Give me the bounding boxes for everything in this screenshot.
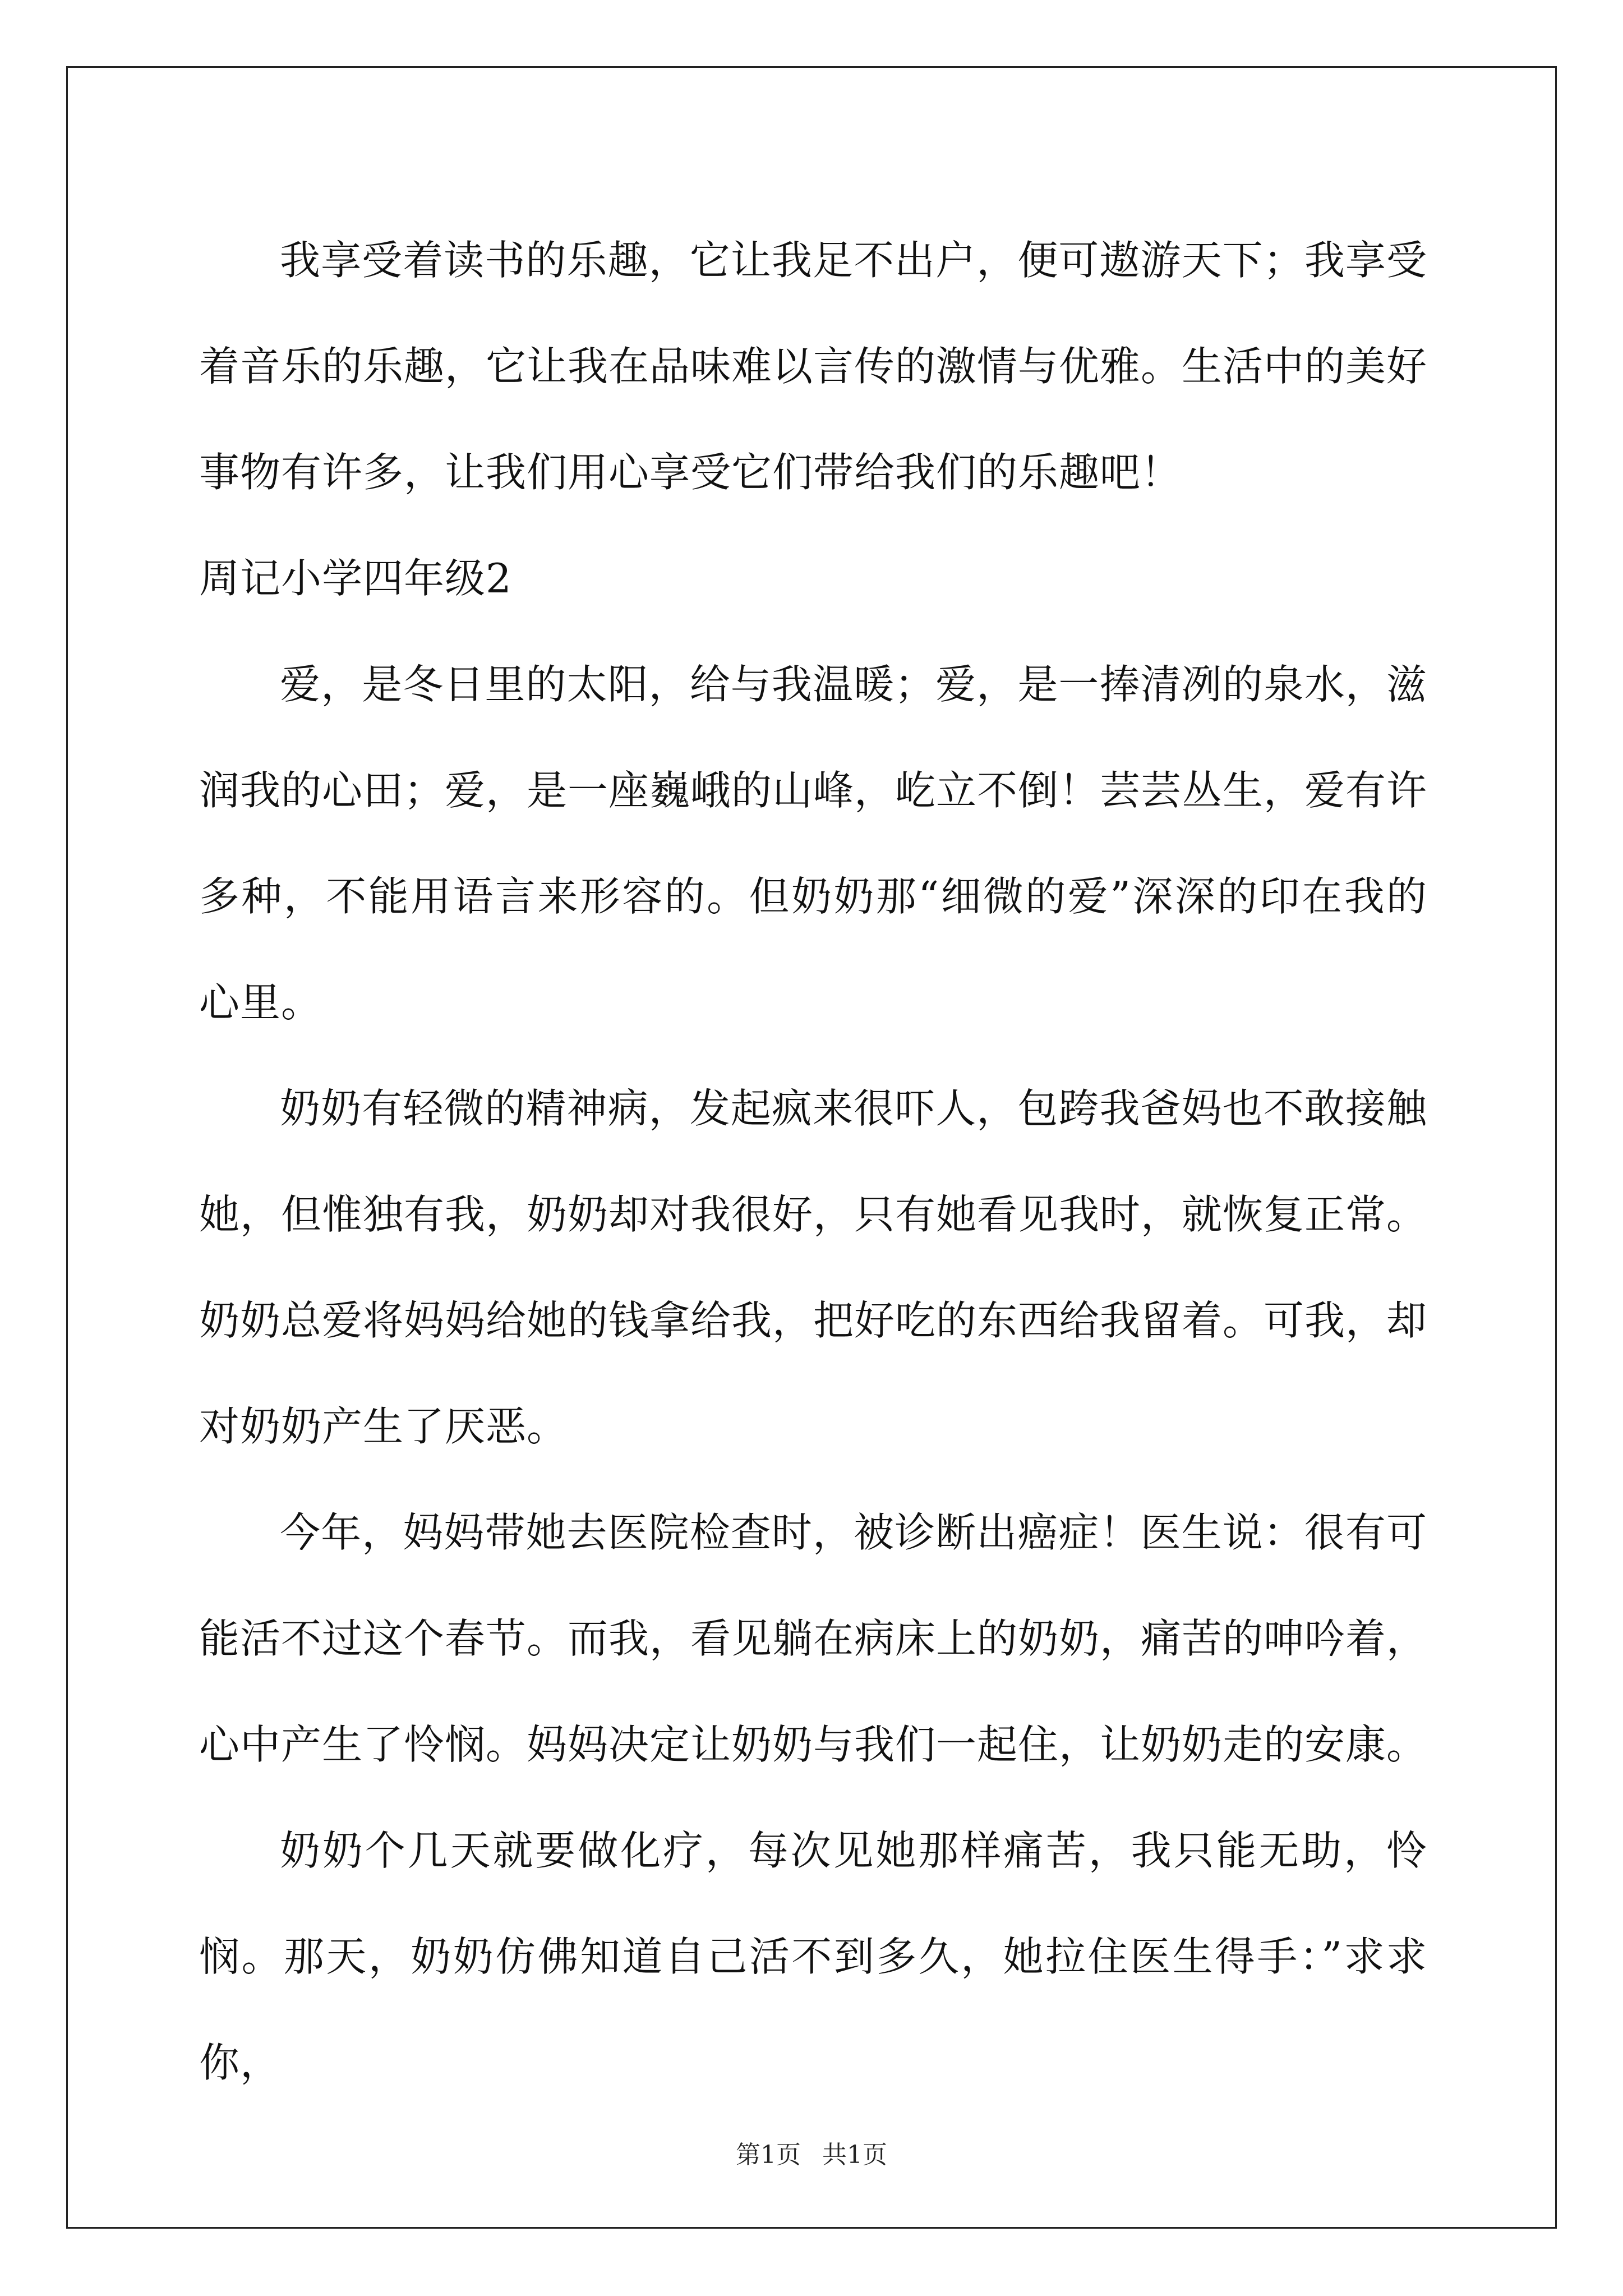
paragraph-2: 爱，是冬日里的太阳，给与我温暖；爱，是一捧清冽的泉水，滋润我的心田；爱，是一座巍峨的山峰，屹立不倒！芸芸丛生，爱有许多种，不能用语言来形容的。但奶奶那“细微的爱”深深的印在我的心里。: [199, 661, 1428, 1026]
paragraph-1: 我享受着读书的乐趣，它让我足不出户，便可遨游天下；我享受着音乐的乐趣，它让我在品味难以言传的激情与优雅。生活中的美好事物有许多，让我们用心享受它们带给我们的乐趣吧！: [199, 237, 1428, 496]
paragraph-5: 奶奶个几天就要做化疗，每次见她那样痛苦，我只能无助，怜悯。那天，奶奶仿佛知道自己活不到多久，她拉住医生得手：”求求你，: [199, 1827, 1427, 2086]
page-number: 第1页: [736, 2141, 801, 2169]
paragraph-4: 今年，妈妈带她去医院检查时，被诊断出癌症！医生说：很有可能活不过这个春节。而我，看见躺在病床上的奶奶，痛苦的呻吟着，心中产生了怜悯。妈妈决定让奶奶与我们一起住，让奶奶走的安康。: [199, 1509, 1428, 1768]
page-total: 共1页: [822, 2141, 887, 2169]
section-heading: 周记小学四年级2: [199, 555, 512, 602]
paragraph-3: 奶奶有轻微的精神病，发起疯来很吓人，包跨我爸妈也不敢接触她，但惟独有我，奶奶却对我很好，只有她看见我时，就恢复正常。奶奶总爱将妈妈给她的钱拿给我，把好吃的东西给我留着。可我，却对奶奶产生了厌恶。: [199, 1085, 1428, 1450]
document-body: [199, 208, 1427, 2116]
page-footer: [0, 2134, 1623, 2170]
